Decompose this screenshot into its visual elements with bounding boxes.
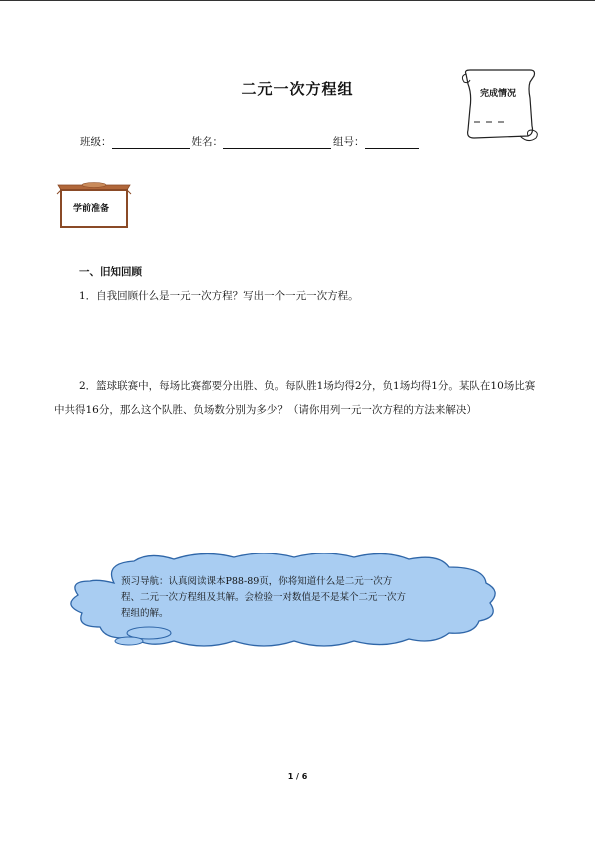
name-field[interactable] bbox=[223, 138, 331, 149]
preview-guide-note: 预习导航：认真阅读课本P88-89页，你将知道什么是二元一次方程、二元一次方程组及其解。会检验一对数值是不是某个二元一次方程组的解。 bbox=[121, 576, 407, 619]
student-info-line bbox=[80, 134, 421, 149]
scroll-status-icon bbox=[456, 68, 542, 144]
class-field[interactable] bbox=[112, 138, 190, 149]
class-label: 班级： bbox=[80, 136, 112, 148]
page-number: 1 / 6 bbox=[287, 772, 308, 781]
top-border-line bbox=[0, 0, 595, 1]
question-2: 2．篮球联赛中，每场比赛都要分出胜、负。每队胜1场均得2分，负1场均得1分。某队在10场比赛中共得16分，那么这个队胜、负场数分别为多少？（请你用列一元一次方程的方法来解决） bbox=[54, 380, 536, 416]
section-badge-label: 学前准备 bbox=[72, 204, 109, 214]
completion-status-label: 完成情况 bbox=[479, 89, 516, 99]
group-field[interactable] bbox=[365, 138, 419, 149]
question-1: 1．自我回顾什么是一元一次方程？写出一个一元一次方程。 bbox=[79, 290, 359, 302]
page-title: 二元一次方程组 bbox=[241, 80, 354, 98]
section-heading: 一、旧知回顾 bbox=[79, 266, 142, 278]
name-label: 姓名： bbox=[191, 136, 223, 148]
group-label: 组号： bbox=[333, 136, 365, 148]
